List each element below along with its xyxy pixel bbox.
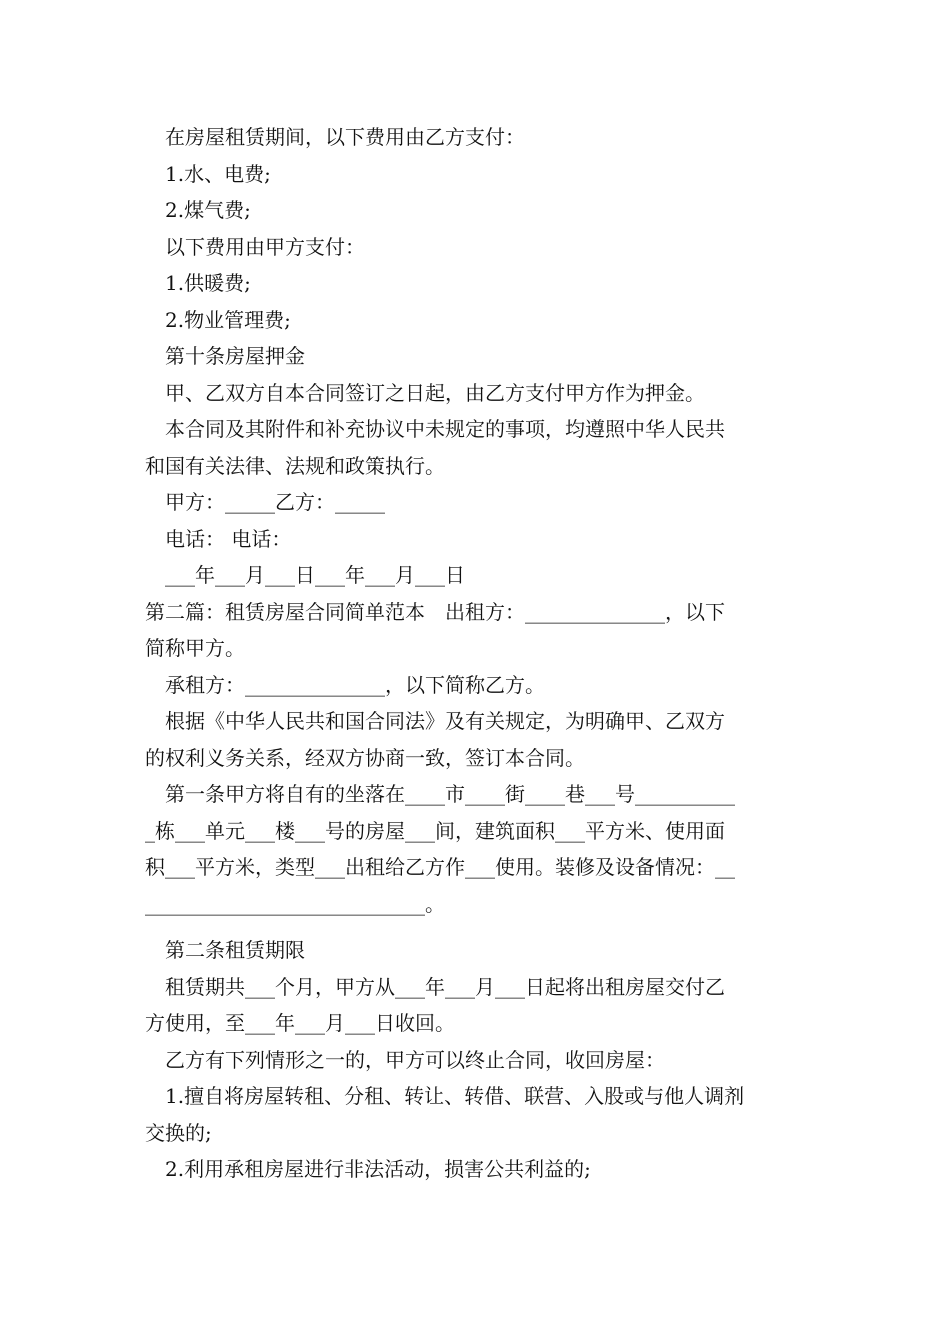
section-heading-deposit: 第十条房屋押金 — [165, 344, 305, 368]
part-two-heading-cont: 简称甲方。 — [145, 636, 245, 660]
paragraph-legal-basis: 根据《中华人民共和国合同法》及有关规定，为明确甲、乙双方 — [165, 709, 725, 733]
paragraph-unspecified-matters-cont: 和国有关法律、法规和政策执行。 — [145, 453, 445, 478]
document-body — [145, 119, 807, 1188]
list-item-heating: 1.供暖费; — [165, 271, 251, 295]
signature-phones: 电话： 电话： — [165, 526, 292, 551]
list-item-sublet-cont: 交换的; — [145, 1120, 212, 1145]
signature-parties: 甲方：_____乙方：_____ — [165, 490, 385, 514]
paragraph-termination: 乙方有下列情形之一的，甲方可以终止合同，收回房屋： — [165, 1047, 665, 1072]
list-item-property-management: 2.物业管理费; — [165, 307, 291, 332]
list-item-illegal-activity: 2.利用承租房屋进行非法活动，损害公共利益的; — [165, 1157, 591, 1181]
list-item-water-electric: 1.水、电费; — [165, 161, 271, 186]
paragraph-lease-term-cont: 方使用，至___年___月___日收回。 — [145, 1011, 455, 1035]
paragraph-lessee: 承租方：______________，以下简称乙方。 — [165, 672, 545, 697]
paragraph-landlord-fees: 以下费用由甲方支付： — [165, 234, 365, 259]
section-heading-lease-term: 第二条租赁期限 — [165, 938, 305, 962]
list-item-sublet: 1.擅自将房屋转租、分租、转让、转借、联营、入股或与他人调剂 — [165, 1084, 745, 1108]
paragraph-unspecified-matters: 本合同及其附件和补充协议中未规定的事项，均遵照中华人民共 — [165, 417, 725, 441]
paragraph-lease-term: 租赁期共___个月，甲方从___年___月___日起将出租房屋交付乙 — [165, 974, 725, 999]
signature-dates: ___年___月___日___年___月___日 — [165, 563, 465, 587]
list-item-gas: 2.煤气费; — [165, 198, 251, 222]
article-one-location-cont-2: 积___平方米，类型___出租给乙方作___使用。装修及设备情况：__ — [145, 855, 735, 879]
paragraph-fee-intro: 在房屋租赁期间，以下费用由乙方支付： — [165, 125, 525, 149]
paragraph-deposit: 甲、乙双方自本合同签订之日起，由乙方支付甲方作为押金。 — [165, 380, 705, 405]
article-one-location-cont-1: _栋___单元___楼___号的房屋___间，建筑面积___平方米、使用面 — [145, 818, 725, 843]
article-one-location: 第一条甲方将自有的坐落在____市____街____巷___号__________ — [165, 782, 735, 806]
article-one-location-cont-3: ____________________________。 — [145, 891, 445, 916]
paragraph-legal-basis-cont: 的权利义务关系，经双方协商一致，签订本合同。 — [145, 745, 585, 770]
part-two-heading: 第二篇：租赁房屋合同简单范本 出租方：______________，以下 — [145, 599, 725, 624]
